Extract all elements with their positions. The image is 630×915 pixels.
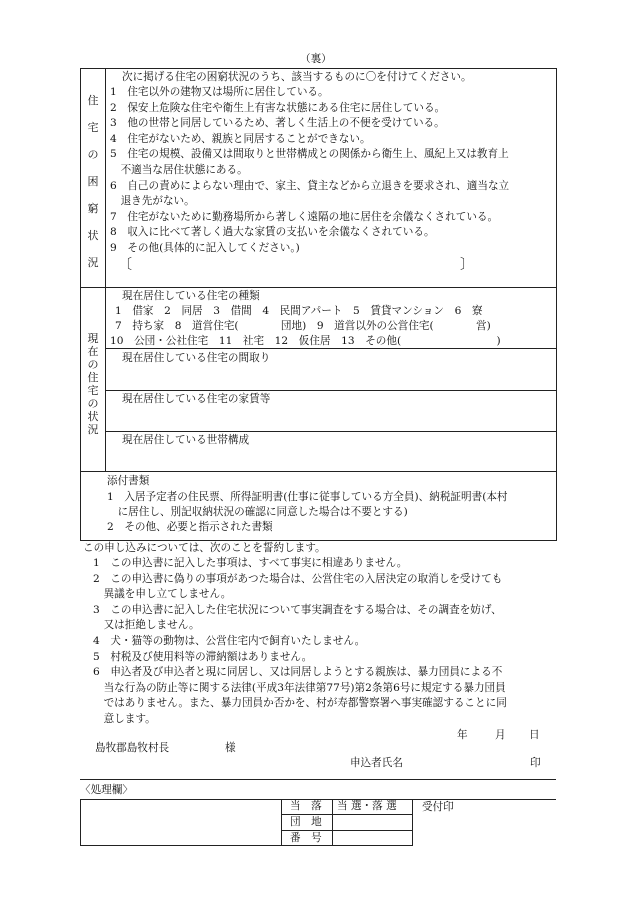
number-label: 番 号 bbox=[290, 832, 322, 844]
current-label-char: 在 bbox=[87, 345, 99, 358]
current-label-char: 況 bbox=[87, 423, 99, 436]
hardship-item[interactable]: 4 住宅がないため、親族と同居することができない。 bbox=[110, 132, 371, 145]
pledge-line: 当な行為の防止等に関する法律(平成3年法律第77号)第2条第6号に規定する暴力団員 bbox=[93, 681, 506, 694]
hardship-item[interactable]: 9 その他(具体的に記入してください。) bbox=[110, 241, 300, 254]
pledge-line: 2 この申込書に偽りの事項があつた場合は、公営住宅の入居決定の取消しを受けても bbox=[93, 572, 503, 585]
hardship-vertical-label bbox=[85, 92, 101, 281]
pledge-line: 又は拒絶しません。 bbox=[93, 619, 200, 632]
addressee-honorific: 様 bbox=[225, 742, 236, 754]
pledge-lines bbox=[93, 556, 507, 728]
housing-type-options-2[interactable]: 7 持ち家 8 道営住宅( 団地) 9 道営以外の公営住宅( 営) bbox=[115, 320, 491, 332]
hardship-label-char: 困 bbox=[87, 175, 99, 188]
pledge-line: ではありません。また、暴力団員か否かを、村が寿都警察署へ事実確認することに同 bbox=[93, 697, 507, 710]
hardship-item[interactable]: 6 自己の責めによらない理由で、家主、貸主などから立退きを要求され、適当な立 bbox=[110, 179, 510, 192]
room-layout-label: 現在居住している住宅の間取り bbox=[122, 352, 271, 364]
current-label-char: 状 bbox=[87, 410, 99, 423]
seal-mark: 印 bbox=[530, 757, 541, 769]
hardship-item[interactable]: 8 収入に比べて著しく過大な家賃の支払いを余儀なくされている。 bbox=[110, 226, 435, 239]
hardship-label-char: 況 bbox=[87, 256, 99, 269]
hardship-item[interactable]: 7 住宅がないために勤務場所から著しく遠隔の地に居住を余儀なくされている。 bbox=[110, 210, 499, 223]
date-year-label: 年 bbox=[457, 729, 468, 741]
hardship-item[interactable]: 5 住宅の規模、設備又は間取りと世帯構成との関係から衛生上、風紀上又は教育上 bbox=[110, 148, 509, 161]
pass-fail-label: 当 落 bbox=[290, 800, 322, 812]
attachment-item-1: 1 入居予定者の住民票、所得証明書(仕事に従事している方全員)、納税証明書(本村 bbox=[107, 491, 508, 503]
pledge-line: 意します。 bbox=[93, 712, 156, 725]
hardship-item[interactable]: 3 他の世帯と同居しているため、著しく生活上の不便を受けている。 bbox=[110, 117, 445, 130]
pledge-line: 6 申込者及び申込者と現に同居し、又は同居しようとする親族は、暴力団員による不 bbox=[93, 666, 503, 679]
hardship-intro: 次に掲げる住宅の困窮状況のうち、該当するものに〇を付けてください。 bbox=[122, 71, 472, 83]
hardship-item-continued: 不適当な居住状態にある。 bbox=[110, 163, 248, 176]
pass-fail-value: 当 選・落 選 bbox=[337, 800, 397, 812]
date-day-label: 日 bbox=[529, 729, 540, 741]
hardship-item-continued: 退き先がない。 bbox=[110, 195, 195, 208]
hardship-label-char: の bbox=[87, 148, 99, 161]
current-vertical-label bbox=[85, 330, 101, 434]
household-field[interactable] bbox=[106, 448, 555, 470]
processing-notes-area bbox=[81, 800, 280, 845]
pledge-line: 4 犬・猫等の動物は、公営住宅内で飼育いたしません。 bbox=[93, 634, 366, 647]
other-details-field[interactable] bbox=[118, 256, 474, 278]
hardship-item[interactable]: 1 住宅以外の建物又は場所に居住している。 bbox=[110, 86, 329, 98]
bracket-open: 〔 bbox=[118, 257, 132, 273]
bracket-close: 〕 bbox=[460, 257, 474, 273]
current-label-char: 現 bbox=[87, 332, 99, 345]
current-label-char: の bbox=[87, 358, 99, 371]
pledge-line: 5 村税及び使用料等の滞納額はありません。 bbox=[93, 650, 313, 663]
hardship-label-char: 住 bbox=[87, 94, 99, 107]
housing-type-options-3[interactable]: 10 公団・公社住宅 11 社宅 12 仮住居 13 その他( ) bbox=[110, 335, 501, 347]
hardship-items bbox=[110, 85, 509, 257]
applicant-name-label: 申込者氏名 bbox=[350, 757, 403, 769]
current-label-char: の bbox=[87, 397, 99, 410]
current-label-char: 住 bbox=[87, 371, 99, 384]
attachment-item-2: 2 その他、必要と指示された書類 bbox=[107, 521, 273, 533]
housing-type-options-1[interactable]: 1 借家 2 同居 3 借間 4 民間アパート 5 賃貸マンション 6 寮 bbox=[115, 305, 483, 317]
hardship-label-char: 窮 bbox=[87, 202, 99, 215]
attachments-title: 添付書類 bbox=[107, 475, 150, 487]
housing-complex-label: 団 地 bbox=[290, 816, 322, 828]
pledge-line: 1 この申込書に記入した事項は、すべて事実に相違ありません。 bbox=[93, 557, 408, 569]
pledge-line: 異議を申し立てしません。 bbox=[93, 588, 232, 601]
applicant-name-field[interactable] bbox=[410, 754, 520, 772]
household-label: 現在居住している世帯構成 bbox=[122, 434, 250, 446]
receipt-stamp-label: 受付印 bbox=[422, 801, 454, 813]
hardship-label-char: 状 bbox=[87, 229, 99, 242]
housing-type-title: 現在居住している住宅の種類 bbox=[122, 290, 260, 302]
current-label-char: 宅 bbox=[87, 384, 99, 397]
room-layout-field[interactable] bbox=[106, 366, 555, 389]
page-side-label: （裏） bbox=[300, 53, 332, 65]
rent-field[interactable] bbox=[106, 407, 555, 430]
date-month-label: 月 bbox=[495, 729, 506, 741]
addressee: 島牧郡島牧村長 bbox=[95, 742, 170, 754]
pledge-line: 3 この申込書に記入した住宅状況について事実調査をする場合は、その調査を妨げ、 bbox=[93, 603, 502, 616]
pledge-intro: この申し込みについては、次のことを誓約します。 bbox=[83, 542, 326, 554]
hardship-label-char: 宅 bbox=[87, 121, 99, 134]
rent-label: 現在居住している住宅の家賃等 bbox=[122, 393, 271, 405]
attachment-item-1-cont: に居住し、別記収納状況の確認に同意した場合は不要とする) bbox=[107, 506, 408, 518]
processing-title: 〈処理欄〉 bbox=[80, 784, 133, 796]
hardship-item[interactable]: 2 保安上危険な住宅や衛生上有害な状態にある住宅に居住している。 bbox=[110, 101, 446, 114]
